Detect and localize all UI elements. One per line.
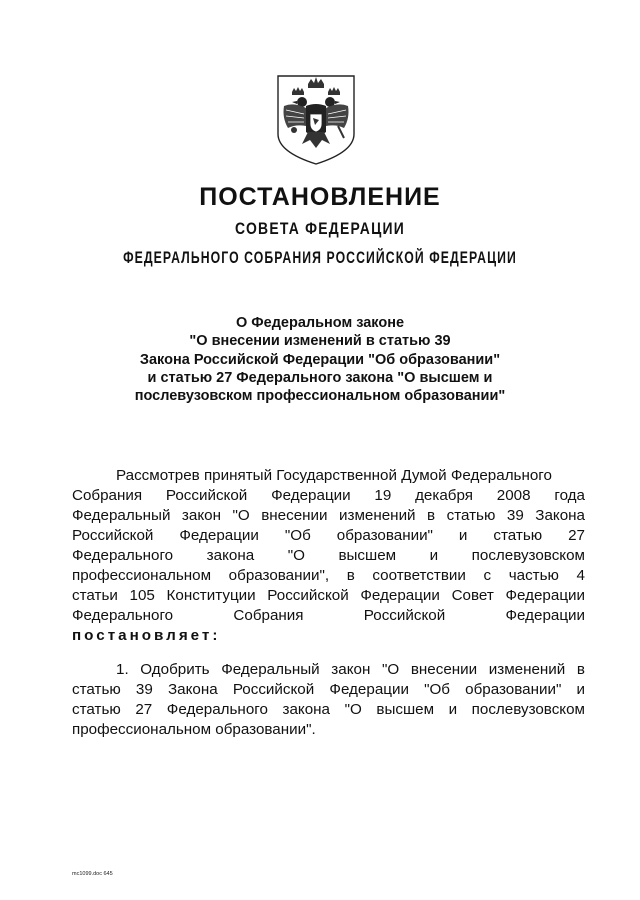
preamble-paragraph [72, 466, 585, 646]
decision-paragraph [72, 660, 585, 740]
paragraph-line: статьи 105 Конституции Российской Федерации Совет Федерации [72, 587, 585, 604]
paragraph-line: статью 27 Федерального закона "О высшем и послевузовском [72, 701, 585, 718]
issuer-line-2: ФЕДЕРАЛЬНОГО СОБРАНИЯ РОССИЙСКОЙ ФЕДЕРАЦИИ [123, 248, 517, 267]
document-reference: mc1099.doc 645 [72, 871, 113, 877]
heading-line: и статью 27 Федерального закона "О высшем и [147, 369, 493, 386]
paragraph-line: Рассмотрев принятый Государственной Думой Федерального [116, 467, 552, 484]
issuer-line-1: СОВЕТА ФЕДЕРАЦИИ [235, 219, 405, 238]
document-title: ПОСТАНОВЛЕНИЕ [199, 183, 441, 211]
resolves-word: постановляет: [72, 627, 221, 644]
paragraph-line: Федеральный закон "О внесении изменений в статью 39 Закона [72, 507, 585, 524]
paragraph-line: 1. Одобрить Федеральный закон "О внесении изменений в [116, 661, 585, 678]
coat-of-arms-icon [272, 72, 360, 168]
paragraph-line: Федерального Собрания Российской Федерации [72, 607, 585, 624]
heading-line: "О внесении изменений в статью 39 [189, 333, 451, 350]
heading-line: послевузовском профессиональном образовании" [134, 388, 506, 405]
paragraph-line: профессиональном образовании". [72, 721, 316, 738]
paragraph-line: профессиональном образовании", в соответствии с частью 4 [72, 567, 585, 584]
paragraph-line: Российской Федерации "Об образовании" и статью 27 [72, 527, 585, 544]
paragraph-line: статью 39 Закона Российской Федерации "Об образовании" и [72, 681, 585, 698]
resolution-heading [0, 314, 640, 405]
paragraph-line: Собрания Российской Федерации 19 декабря 2008 года [72, 487, 585, 504]
paragraph-line: Федерального закона "О высшем и послевузовском [72, 547, 585, 564]
heading-line: Закона Российской Федерации "Об образовании" [139, 351, 501, 368]
heading-line: О Федеральном законе [235, 315, 405, 331]
